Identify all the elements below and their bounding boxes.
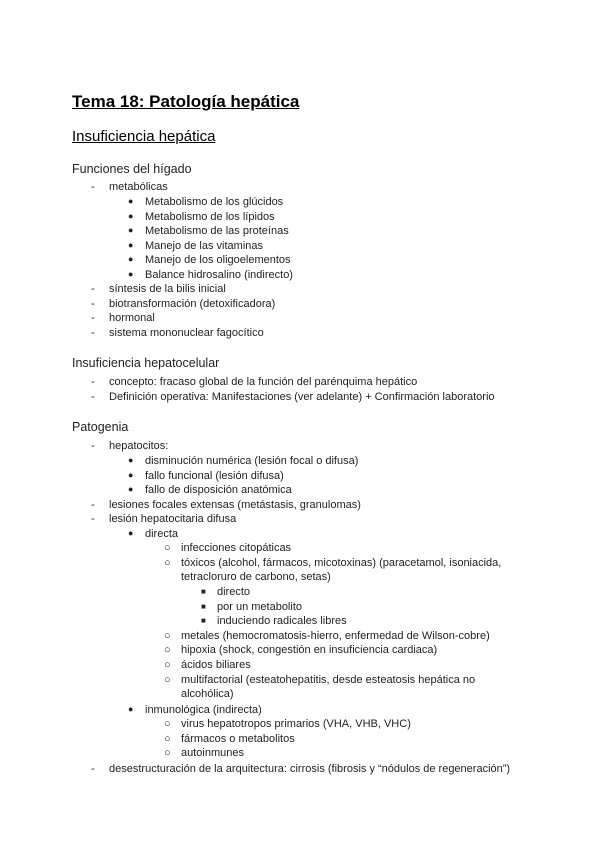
- circle-bullet: ○: [164, 733, 171, 745]
- list-item: directo: [217, 586, 251, 598]
- bullet-dot: ●: [128, 470, 134, 480]
- bullet-dot: ●: [128, 225, 134, 235]
- list-item-directa: directa: [145, 528, 179, 540]
- patogenia-heading: Patogenia: [72, 420, 129, 434]
- dash-bullet: -: [91, 763, 95, 775]
- bullet-dot: ●: [128, 240, 134, 250]
- section-heading: Insuficiencia hepática: [72, 128, 216, 145]
- list-item: Balance hidrosalino (indirecto): [145, 269, 293, 281]
- dash-bullet: -: [91, 283, 95, 295]
- list-item: concepto: fracaso global de la función del parénquima hepático: [109, 376, 418, 388]
- list-item-continuation: tetracloruro de carbono, setas): [181, 571, 331, 583]
- list-item: Metabolismo de los glúcidos: [145, 196, 284, 208]
- circle-bullet: ○: [164, 644, 171, 656]
- list-item: Manejo de los oligoelementos: [145, 254, 291, 266]
- list-item: lesión hepatocitaria difusa: [109, 513, 237, 525]
- dash-bullet: -: [91, 376, 95, 388]
- dash-bullet: -: [91, 440, 95, 452]
- bullet-dot: ●: [128, 528, 134, 538]
- list-item: fallo funcional (lesión difusa): [145, 470, 284, 482]
- list-item: síntesis de la bilis inicial: [109, 283, 226, 295]
- bullet-dot: ●: [128, 484, 134, 494]
- list-item-metabolicas: metabólicas: [109, 181, 168, 193]
- list-item-inmunologica: inmunológica (indirecta): [145, 704, 262, 716]
- list-item: hipoxia (shock, congestión en insuficiencia cardiaca): [181, 644, 438, 656]
- dash-bullet: -: [91, 513, 95, 525]
- dash-bullet: -: [91, 327, 95, 339]
- list-item: induciendo radicales libres: [217, 615, 347, 627]
- page-title: Tema 18: Patología hepática: [72, 92, 300, 111]
- circle-bullet: ○: [164, 630, 171, 642]
- list-item: hormonal: [109, 312, 155, 324]
- dash-bullet: -: [91, 391, 95, 403]
- square-bullet: ■: [201, 602, 206, 611]
- circle-bullet: ○: [164, 659, 171, 671]
- list-item: Metabolismo de las proteínas: [145, 225, 289, 237]
- circle-bullet: ○: [164, 747, 171, 759]
- square-bullet: ■: [201, 616, 206, 625]
- square-bullet: ■: [201, 587, 206, 596]
- circle-bullet: ○: [164, 542, 171, 554]
- funciones-heading: Funciones del hígado: [72, 162, 192, 176]
- list-item-continuation: alcohólica): [181, 688, 234, 700]
- list-item: tóxicos (alcohol, fármacos, micotoxinas) (paracetamol, isoniacida,: [181, 557, 502, 569]
- list-item: desestructuración de la arquitectura: cirrosis (fibrosis y “nódulos de regeneración”): [109, 763, 511, 775]
- list-item: Manejo de las vitaminas: [145, 240, 264, 252]
- bullet-dot: ●: [128, 211, 134, 221]
- dash-bullet: -: [91, 499, 95, 511]
- list-item: autoinmunes: [181, 747, 244, 759]
- bullet-dot: ●: [128, 704, 134, 714]
- bullet-dot: ●: [128, 196, 134, 206]
- list-item: metales (hemocromatosis-hierro, enfermedad de Wilson-cobre): [181, 630, 490, 642]
- dash-bullet: -: [91, 312, 95, 324]
- circle-bullet: ○: [164, 674, 171, 686]
- list-item: por un metabolito: [217, 601, 302, 613]
- dash-bullet: -: [91, 181, 95, 193]
- list-item: disminución numérica (lesión focal o difusa): [145, 455, 359, 467]
- list-item: ácidos biliares: [181, 659, 251, 671]
- list-item: multifactorial (esteatohepatitis, desde esteatosis hepática no: [181, 674, 476, 686]
- bullet-dot: ●: [128, 269, 134, 279]
- list-item: virus hepatotropos primarios (VHA, VHB, VHC): [181, 718, 411, 730]
- bullet-dot: ●: [128, 254, 134, 264]
- list-item: fallo de disposición anatómica: [145, 484, 292, 496]
- list-item: lesiones focales extensas (metástasis, granulomas): [109, 499, 361, 511]
- list-item: infecciones citopáticas: [181, 542, 292, 554]
- circle-bullet: ○: [164, 718, 171, 730]
- list-item: fármacos o metabolitos: [181, 733, 295, 745]
- bullet-dot: ●: [128, 455, 134, 465]
- list-item: Definición operativa: Manifestaciones (ver adelante) + Confirmación laboratorio: [109, 391, 495, 403]
- dash-bullet: -: [91, 298, 95, 310]
- insuficiencia-heading: Insuficiencia hepatocelular: [72, 356, 220, 370]
- list-item-hepatocitos: hepatocitos:: [109, 440, 169, 452]
- circle-bullet: ○: [164, 557, 171, 569]
- list-item: biotransformación (detoxificadora): [109, 298, 276, 310]
- list-item: Metabolismo de los lípidos: [145, 211, 275, 223]
- list-item: sistema mononuclear fagocítico: [109, 327, 264, 339]
